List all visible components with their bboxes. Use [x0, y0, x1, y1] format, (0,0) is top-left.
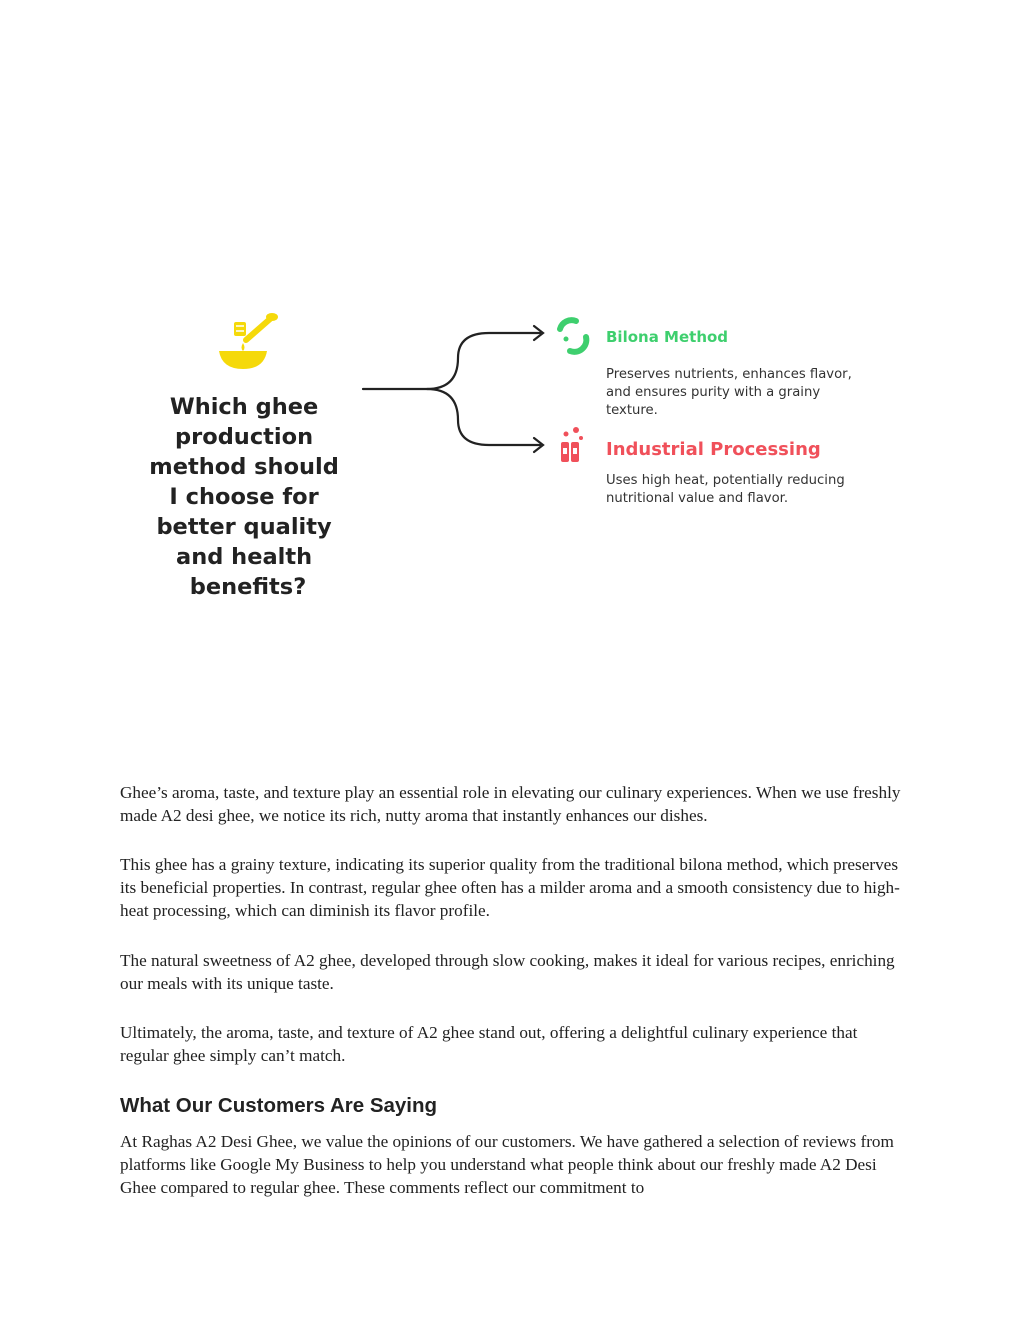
bilona-swirl-icon [560, 320, 586, 352]
factory-bottles-icon [561, 427, 583, 462]
option-bilona [560, 320, 856, 418]
option-title-industrial: Industrial Processing [606, 439, 821, 460]
diagram-question: Which ghee production method should I choose for better quality and health benefits? [149, 394, 339, 600]
article-paragraph: The natural sweetness of A2 ghee, developed through slow cooking, makes it ideal for various recipes, enriching our meals with its unique taste. [120, 951, 895, 993]
option-industrial [561, 427, 849, 506]
option-title-bilona: Bilona Method [606, 328, 729, 346]
option-desc-bilona: Preserves nutrients, enhances flavor, and ensures purity with a grainy texture. [606, 367, 852, 418]
option-desc-industrial: Uses high heat, potentially reducing nutritional value and flavor. [606, 473, 845, 506]
branch-connector [363, 326, 543, 452]
article-paragraph: Ghee’s aroma, taste, and texture play an essential role in elevating our culinary experiences. When we use freshly made A2 desi ghee, we notice its rich, nutty aroma that instantly enhances our dishes. [120, 783, 901, 825]
honey-dipper-lamp-icon [219, 313, 278, 369]
section-heading: What Our Customers Are Saying [120, 1094, 438, 1117]
section-paragraph: At Raghas A2 Desi Ghee, we value the opinions of our customers. We have gathered a selection of reviews from platforms like Google My Business to help you understand what people think about our freshly made A2 Desi Ghee compared to regular ghee. These comments reflect our commitment to [120, 1132, 894, 1197]
article-paragraph: Ultimately, the aroma, taste, and texture of A2 ghee stand out, offering a delightful culinary experience that regular ghee simply can’t match. [120, 1023, 858, 1065]
article-paragraph: This ghee has a grainy texture, indicating its superior quality from the traditional bilona method, which preserves its beneficial properties. In contrast, regular ghee often has a milder aroma and a smooth consistency due to high-heat processing, which can diminish its flavor profile. [120, 855, 900, 920]
